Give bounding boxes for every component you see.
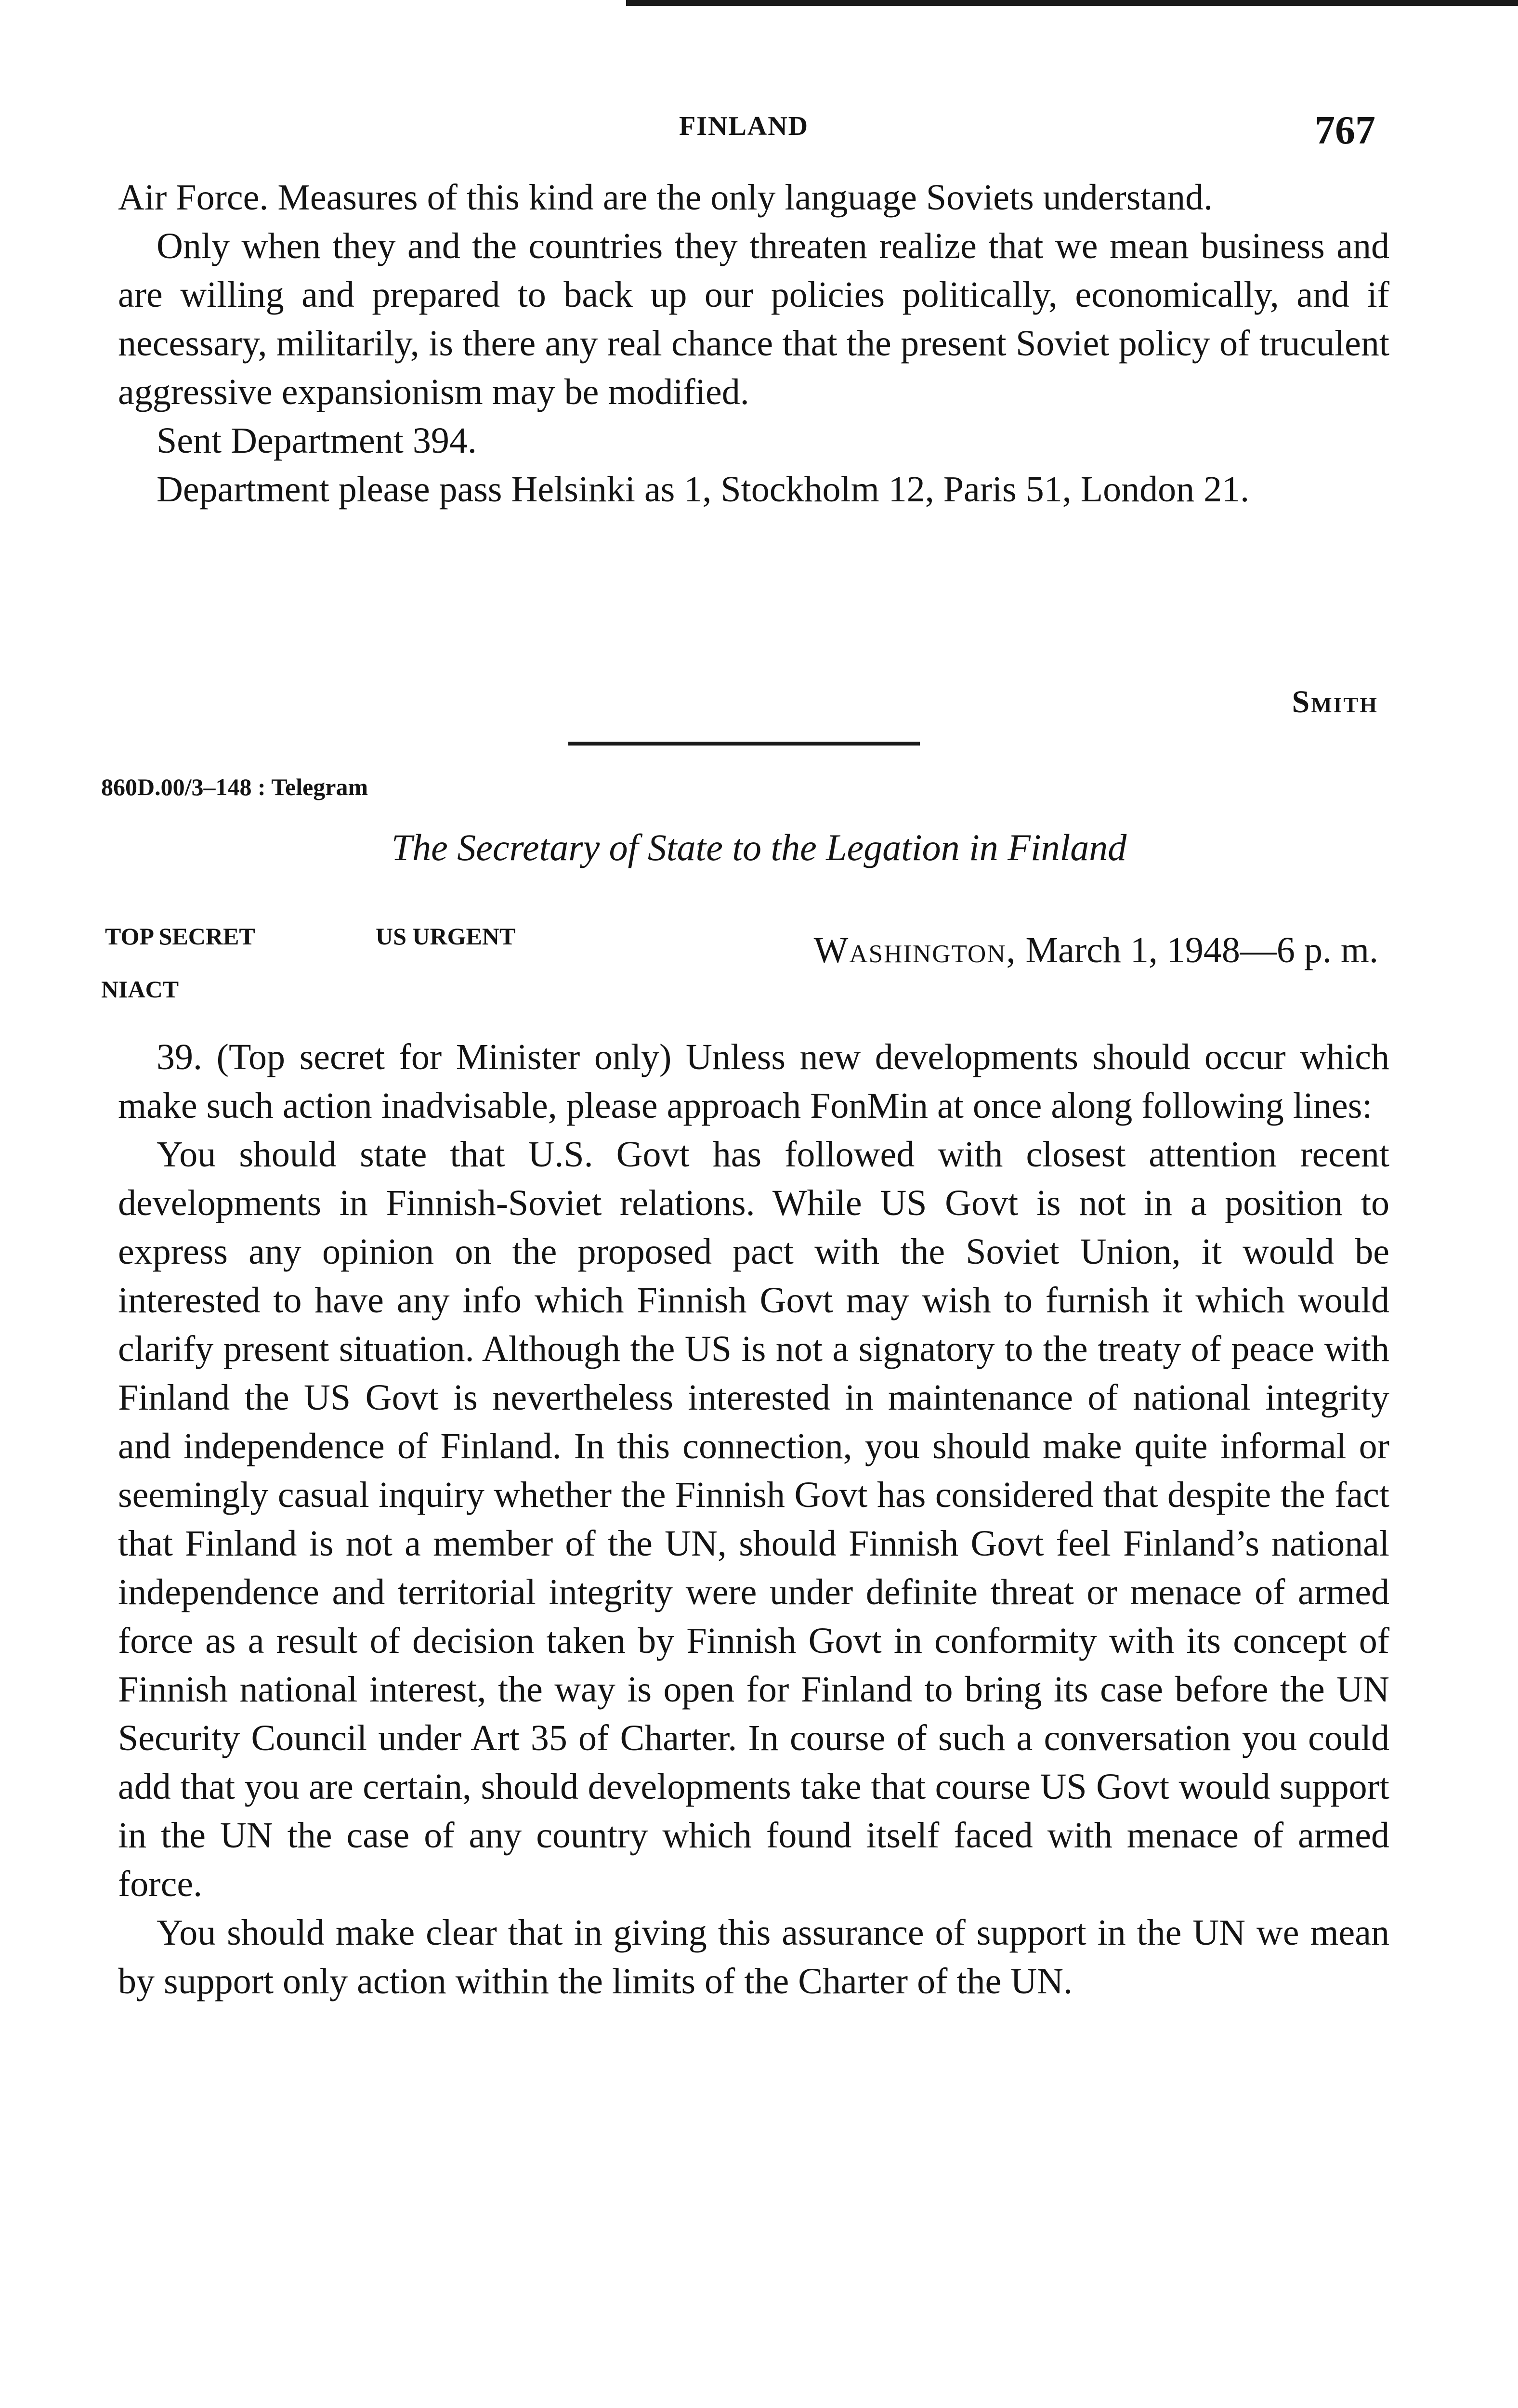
document-title: The Secretary of State to the Legation in Finland <box>391 826 1127 868</box>
telegram-body <box>118 1033 1389 2006</box>
paragraph: Department please pass Helsinki as 1, Stockholm 12, Paris 51, London 21. <box>157 469 1250 510</box>
classification-top-secret: TOP SECRET <box>105 923 255 950</box>
dateline-place: Washington, <box>813 930 1017 970</box>
page-number: 767 <box>1315 108 1375 153</box>
paragraph: Sent Department 394. <box>157 420 477 461</box>
classification-niact: NIACT <box>101 976 179 1003</box>
previous-document-body <box>118 173 1389 514</box>
running-head: FINLAND <box>679 111 809 141</box>
paragraph: 39. (Top secret for Minister only) Unless new developments should occur which make such action inadvisable, please approach FonMin at once along following lines: <box>118 1037 1389 1126</box>
page-top-edge <box>626 0 1518 6</box>
paragraph: Only when they and the countries they threaten realize that we mean business and are willing and prepared to back up our policies politically, economically, and if necessary, militarily, is there any real chance that the present Soviet policy of truculent aggressive expansionism may be modified. <box>118 226 1389 412</box>
section-divider <box>568 742 920 746</box>
paragraph: You should state that U.S. Govt has followed with closest attention recent developments in Finnish-Soviet relations. While US Govt is not in a position to express any opinion on the proposed pact with the Soviet Union, it would be interested to have any info which Finnish Govt may wish to furnish it which would clarify present situation. Although the US is not a signatory to the treaty of peace with Finland the US Govt is nevertheless interested in maintenance of national integrity and independence of Finland. In this connection, you should make quite informal or seemingly casual inquiry whether the Finnish Govt has considered that despite the fact that Finland is not a member of the UN, should Finnish Govt feel Finland’s national independence and territorial integrity were under definite threat or menace of armed force as a result of decision taken by Finnish Govt in conformity with its concept of Finnish national interest, the way is open for Finland to bring its case before the UN Security Council under Art 35 of Charter. In course of such a conversation you could add that you are certain, should developments take that course US Govt would support in the UN the case of any country which found itself faced with menace of armed force. <box>118 1134 1389 1904</box>
dateline-date: March 1, 1948—6 p. m. <box>1025 930 1378 970</box>
paragraph: Air Force. Measures of this kind are the only language Soviets understand. <box>118 177 1213 218</box>
classification-us-urgent: US URGENT <box>376 923 516 950</box>
file-reference: 860D.00/3–148 : Telegram <box>101 773 368 800</box>
paragraph: You should make clear that in giving this assurance of support in the UN we mean by support only action within the limits of the Charter of the UN. <box>118 1912 1389 2002</box>
dateline <box>814 932 1378 968</box>
signature: Smith <box>1292 684 1378 720</box>
